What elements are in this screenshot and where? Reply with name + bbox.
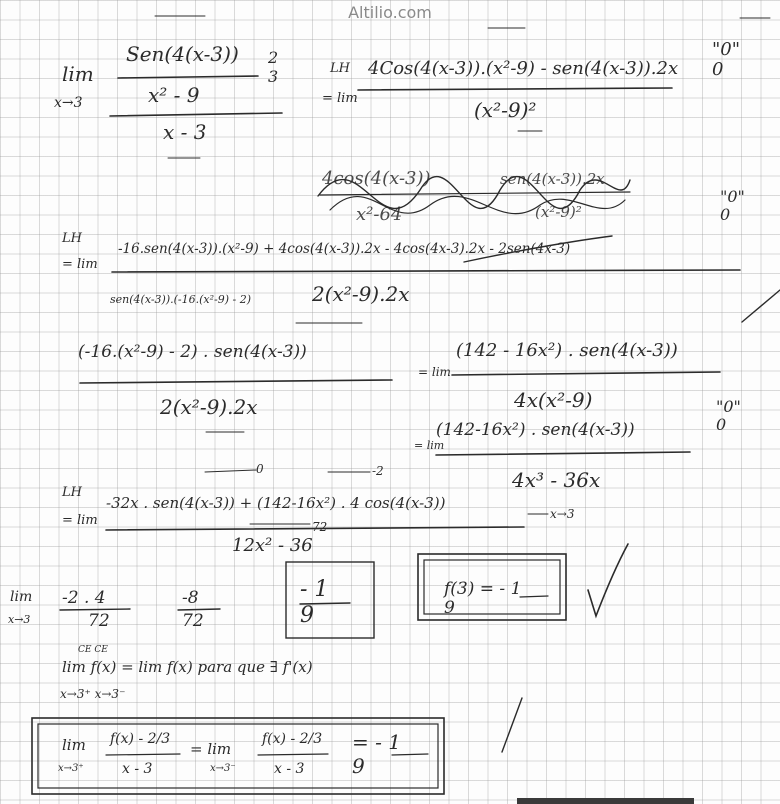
step8-numerator: -32x . sen(4(x-3)) + (142-16x²) . 4 cos(4(x-3)) (106, 494, 446, 512)
step11-bar-right (106, 754, 180, 755)
step8-x-to-3: x→3 (550, 507, 575, 521)
step3-scribbled-den2: (x²-9)² (535, 203, 582, 221)
f3-fraction-bar (520, 596, 548, 597)
step4-numerator: -16.sen(4(x-3)).(x²-9) + 4cos(4(x-3)).2x - 4cos(4x-3).2x - 2sen(4x-3) (118, 241, 571, 257)
scan-edge-bar (517, 798, 694, 804)
step8-arrow-0: 0 (256, 462, 264, 476)
step6-bar (452, 372, 720, 375)
step3-scribbled-den: x²-64 (356, 204, 403, 225)
step8-arrow-72: 72 (312, 520, 328, 534)
step8-denominator: 12x² - 36 (232, 535, 313, 556)
step11-den-left: x - 3 (274, 761, 305, 777)
stray-mark-bottom (502, 698, 522, 752)
step1-denominator: x² - 9 (148, 83, 200, 107)
step11-num-right: f(x) - 2/3 (110, 731, 171, 747)
step3-scribbled-mid: sen(4(x-3)).2x (500, 170, 605, 188)
step1-bottom: x - 3 (163, 120, 207, 144)
indeterminate-2: "0" 0 (720, 187, 745, 224)
step1-numerator: Sen(4(x-3)) (126, 42, 239, 66)
step7-bar (436, 452, 690, 455)
step9-frac-a-num: -2 . 4 (62, 588, 106, 608)
step5-bar (80, 380, 392, 383)
step7-denominator: 4x³ - 36x (512, 468, 601, 492)
watermark: Altilio.com (348, 3, 432, 22)
step9-lim: lim (10, 589, 33, 605)
lh-label-1: LH (330, 61, 350, 76)
step9-frac-a-den: 72 (88, 611, 110, 631)
step11-lim-right: lim (62, 736, 86, 754)
step9-frac-b-num: -8 (182, 588, 199, 608)
step3-bar (320, 192, 630, 195)
step7-numerator: (142-16x²) . sen(4(x-3)) (436, 420, 635, 440)
step5-denominator: 2(x²-9).2x (160, 395, 258, 419)
step5-numerator: (-16.(x²-9) - 2) . sen(4(x-3)) (78, 342, 307, 362)
step11-num-left: f(x) - 2/3 (262, 731, 323, 747)
step4-bar (112, 270, 740, 272)
step2-numerator: 4Cos(4(x-3)).(x²-9) - sen(4(x-3)).2x (368, 58, 679, 79)
stray-mark-right (742, 290, 780, 322)
step11-bar-left (258, 754, 328, 755)
step9-sub: x→3 (8, 613, 31, 626)
lh-label-2: LH (62, 231, 82, 246)
lim-label-8: = lim (62, 513, 98, 528)
lh-label-3: LH (62, 485, 82, 500)
step4-side-note: sen(4(x-3)).(-16.(x²-9) - 2) (110, 293, 252, 306)
lim-label-3: = lim (62, 257, 98, 272)
step8-arrow-neg2: -2 (372, 464, 384, 478)
step8-arrow-left (205, 470, 256, 472)
checkmark (588, 544, 628, 616)
step2-bar (358, 88, 672, 90)
step10-continuity: lim f(x) = lim f(x) para que ∃ f'(x) (62, 658, 313, 676)
step11-den-right: x - 3 (122, 761, 153, 777)
indeterminate-1: "0" 0 (712, 39, 741, 80)
step1-main-bar (110, 113, 282, 116)
step11-sub-left: x→3⁻ (210, 763, 236, 774)
step10-sub: x→3⁺ x→3⁻ (60, 687, 126, 701)
step9-bar-a (60, 609, 130, 610)
step1-two-thirds: 2 3 (268, 48, 279, 87)
step11-sub-right: x→3⁺ (58, 763, 84, 774)
step9-result: - 1 9 (300, 577, 329, 629)
step11-lim-left: = lim (190, 740, 232, 758)
step1-lim: lim (62, 62, 94, 86)
step9-frac-b-den: 72 (182, 611, 204, 631)
step3-scribbled-num: 4cos(4(x-3)) (322, 168, 431, 189)
step6-denominator: 4x(x²-9) (514, 388, 593, 412)
step1-sub: x→3 (54, 95, 83, 111)
lim-label-6: = lim (418, 365, 451, 379)
indeterminate-3: "0" 0 (716, 397, 741, 434)
step4-denominator: 2(x²-9).2x (312, 282, 410, 306)
lim-label-7: = lim (414, 439, 445, 452)
step2-denominator: (x²-9)² (474, 98, 537, 122)
step10-sup: CE CE (78, 645, 108, 655)
step9-f3-value: f(3) = - 1 9 (444, 579, 522, 618)
step11-result: = - 1 9 (352, 730, 401, 778)
step9-bar-b (178, 609, 220, 610)
lim-label-2: = lim (322, 91, 358, 106)
step1-inner-bar (118, 76, 258, 78)
step6-numerator: (142 - 16x²) . sen(4(x-3)) (456, 340, 678, 361)
